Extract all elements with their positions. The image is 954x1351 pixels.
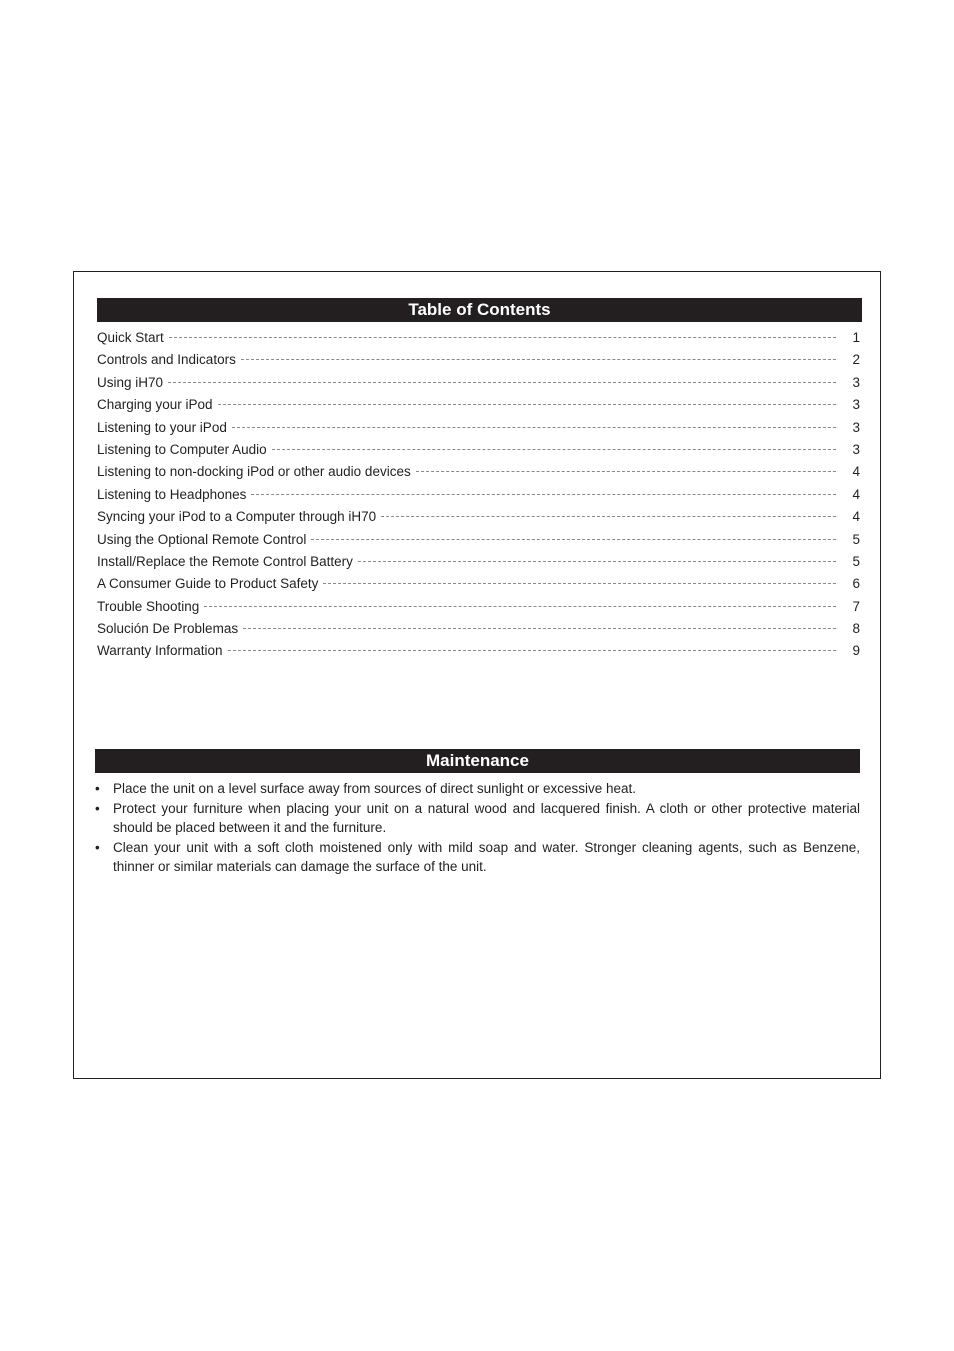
toc-entry[interactable] xyxy=(97,330,860,352)
toc-list xyxy=(97,330,860,666)
toc-entry[interactable] xyxy=(97,509,860,531)
toc-entry-page: 1 xyxy=(852,330,860,345)
page-frame xyxy=(73,271,881,1079)
toc-leader xyxy=(311,539,836,540)
toc-leader xyxy=(204,606,836,607)
toc-entry-title: Listening to your iPod xyxy=(97,419,227,435)
toc-entry-title: Install/Replace the Remote Control Battery xyxy=(97,553,353,569)
bullet-icon: • xyxy=(95,839,100,855)
maintenance-item-text: Place the unit on a level surface away from sources of direct sunlight or excessive heat. xyxy=(113,781,637,796)
toc-leader xyxy=(416,471,836,472)
toc-entry-title: Listening to non-docking iPod or other audio devices xyxy=(97,464,411,480)
toc-entry-page: 5 xyxy=(852,531,860,547)
toc-entry-page: 4 xyxy=(852,486,860,502)
toc-entry-page: 3 xyxy=(852,441,860,457)
toc-entry[interactable] xyxy=(97,352,860,374)
toc-entry[interactable] xyxy=(97,464,860,486)
maintenance-list xyxy=(95,779,860,877)
toc-leader xyxy=(243,628,836,629)
toc-leader xyxy=(241,359,836,360)
toc-entry-title: Warranty Information xyxy=(97,643,223,659)
toc-entry-title: Trouble Shooting xyxy=(97,598,200,614)
toc-entry-title: Using iH70 xyxy=(97,374,164,390)
toc-entry[interactable] xyxy=(97,375,860,397)
toc-entry-title: Listening to Computer Audio xyxy=(97,441,267,457)
toc-leader xyxy=(272,449,836,450)
toc-entry-title: Using the Optional Remote Control xyxy=(97,531,307,547)
maintenance-item xyxy=(95,838,860,877)
toc-entry[interactable] xyxy=(97,487,860,509)
toc-entry[interactable] xyxy=(97,643,860,665)
maintenance-item-text: Clean your unit with a soft cloth moistened only with mild soap and water. Stronger cleaning agents, such as Benzene, thinner or similar materials can damage the surface of the unit. xyxy=(113,839,860,874)
toc-leader xyxy=(251,494,836,495)
maintenance-item-text: Protect your furniture when placing your unit on a natural wood and lacquered finish. A cloth or other protective material should be placed between it and the furniture. xyxy=(113,800,860,835)
toc-entry-page: 8 xyxy=(852,621,860,637)
toc-entry[interactable] xyxy=(97,576,860,598)
toc-leader xyxy=(168,382,836,383)
toc-entry-title: Syncing your iPod to a Computer through iH70 xyxy=(97,509,377,525)
toc-entry-page: 2 xyxy=(852,352,860,368)
toc-entry[interactable] xyxy=(97,442,860,464)
toc-entry-title: Listening to Headphones xyxy=(97,486,247,502)
toc-entry-page: 4 xyxy=(852,509,860,525)
bullet-icon: • xyxy=(95,781,100,796)
toc-entry-page: 3 xyxy=(852,397,860,413)
toc-entry-page: 3 xyxy=(852,419,860,435)
toc-entry-title: Charging your iPod xyxy=(97,397,213,413)
toc-entry-page: 6 xyxy=(852,576,860,592)
toc-entry-page: 5 xyxy=(852,553,860,569)
maintenance-heading: Maintenance xyxy=(95,749,860,773)
toc-entry-title: Controls and Indicators xyxy=(97,352,236,368)
toc-entry-page: 3 xyxy=(852,374,860,390)
toc-entry-page: 4 xyxy=(852,464,860,480)
toc-entry-title: A Consumer Guide to Product Safety xyxy=(97,576,319,592)
toc-leader xyxy=(381,516,836,517)
toc-entry[interactable] xyxy=(97,532,860,554)
toc-entry[interactable] xyxy=(97,554,860,576)
toc-entry[interactable] xyxy=(97,599,860,621)
toc-leader xyxy=(218,404,836,405)
toc-entry-page: 9 xyxy=(852,643,860,659)
toc-entry-title: Solución De Problemas xyxy=(97,621,239,637)
toc-leader xyxy=(228,650,836,651)
maintenance-item xyxy=(95,779,860,799)
toc-heading: Table of Contents xyxy=(97,298,862,322)
toc-entry-title: Quick Start xyxy=(97,330,164,345)
toc-entry[interactable] xyxy=(97,420,860,442)
toc-leader xyxy=(358,561,836,562)
toc-leader xyxy=(169,337,836,338)
toc-leader xyxy=(232,427,836,428)
toc-entry[interactable] xyxy=(97,397,860,419)
toc-entry[interactable] xyxy=(97,621,860,643)
toc-entry-page: 7 xyxy=(852,598,860,614)
bullet-icon: • xyxy=(95,800,100,816)
maintenance-item xyxy=(95,799,860,838)
toc-leader xyxy=(323,583,836,584)
